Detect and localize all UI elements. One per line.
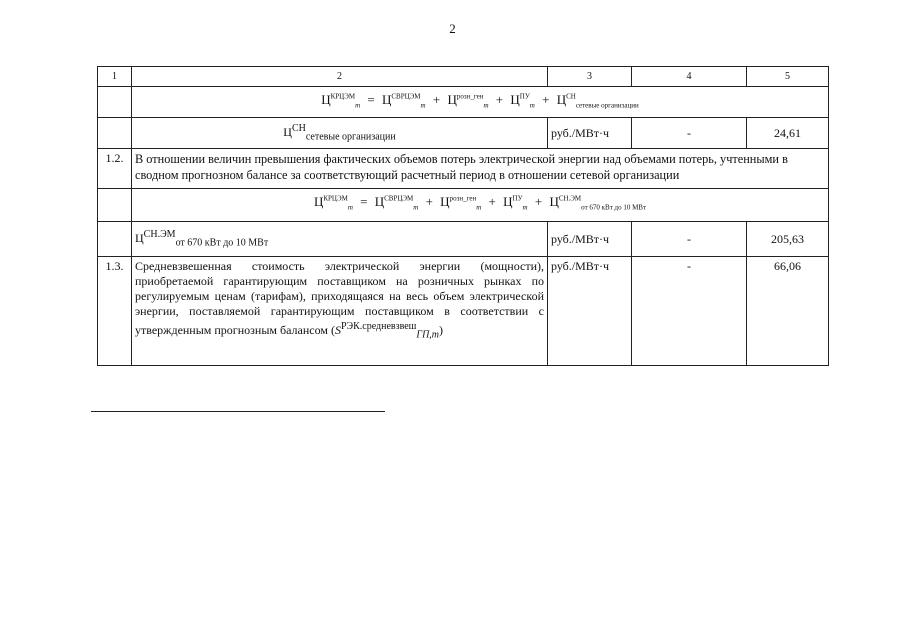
- col4-b: -: [632, 222, 747, 257]
- section-text: В отношении величин превышения фактических объемов потерь электрической энергии над объемами потерь, учтенными в сводном прогнозном балансе за соответствующий расчетный период в отношении сетевой организации: [132, 149, 829, 189]
- section-1-2-row: [98, 149, 829, 189]
- header-col-4: 4: [632, 67, 747, 87]
- param-a: $Ц^{СН}_{сетевые организации}$: [132, 118, 548, 149]
- section-1-3-text: Средневзвешенная стоимость электрической энергии (мощности), приобретаемой гарантирующим поставщиком на розничных рынках по регулируемым ценам (тарифам), приходящаяся на весь объем электрической энергии, поставляемой гарантирующим поставщиком в соответствии с утвержденным прогнозным балансом $(S^{РЭК.средневзвеш}_{ГП,m})$: [132, 257, 548, 366]
- header-col-5: 5: [747, 67, 829, 87]
- value-b: 205,63: [747, 222, 829, 257]
- empty-cell: [98, 189, 132, 222]
- unit-b: руб./МВт·ч: [548, 222, 632, 257]
- unit-a: руб./МВт·ч: [548, 118, 632, 149]
- empty-cell: [98, 222, 132, 257]
- value-c: 66,06: [747, 257, 829, 366]
- unit-c: руб./МВт·ч: [548, 257, 632, 366]
- formula-row-a: [98, 87, 829, 118]
- row-a: [98, 118, 829, 149]
- footnote-divider: [91, 411, 385, 412]
- empty-cell: [98, 87, 132, 118]
- section-1-3-row: [98, 257, 829, 366]
- formula-b: $Ц^{КРЦЭМ}_m = Ц^{СВРЦЭМ}_m + Ц^{розн\_ген}_m + Ц^{ПУ}_m + Ц^{СН.ЭМ}_{от 670 кВт до 10 МВт}$: [132, 189, 829, 222]
- header-row: [98, 67, 829, 87]
- formula-a: $Ц^{КРЦЭМ}_m = Ц^{СВРЦЭМ}_m + Ц^{розн\_ген}_m + Ц^{ПУ}_m + Ц^{СН}_{сетевые организации}$: [132, 87, 829, 118]
- row-b: [98, 222, 829, 257]
- header-col-3: 3: [548, 67, 632, 87]
- page-number: 2: [449, 21, 456, 36]
- formula-row-b: [98, 189, 829, 222]
- value-a: 24,61: [747, 118, 829, 149]
- symbol-s: $(S^{РЭК.средневзвеш}_{ГП,m})$: [330, 321, 444, 341]
- section-number: 1.3.: [98, 257, 132, 366]
- col4-a: -: [632, 118, 747, 149]
- header-col-2: 2: [132, 67, 548, 87]
- param-b: $Ц^{СН.ЭМ}_{от 670 кВт до 10 МВт}$: [132, 222, 548, 257]
- header-col-1: 1: [98, 67, 132, 87]
- empty-cell: [98, 118, 132, 149]
- section-number: 1.2.: [98, 149, 132, 189]
- tariff-table: [97, 66, 829, 366]
- col4-c: -: [632, 257, 747, 366]
